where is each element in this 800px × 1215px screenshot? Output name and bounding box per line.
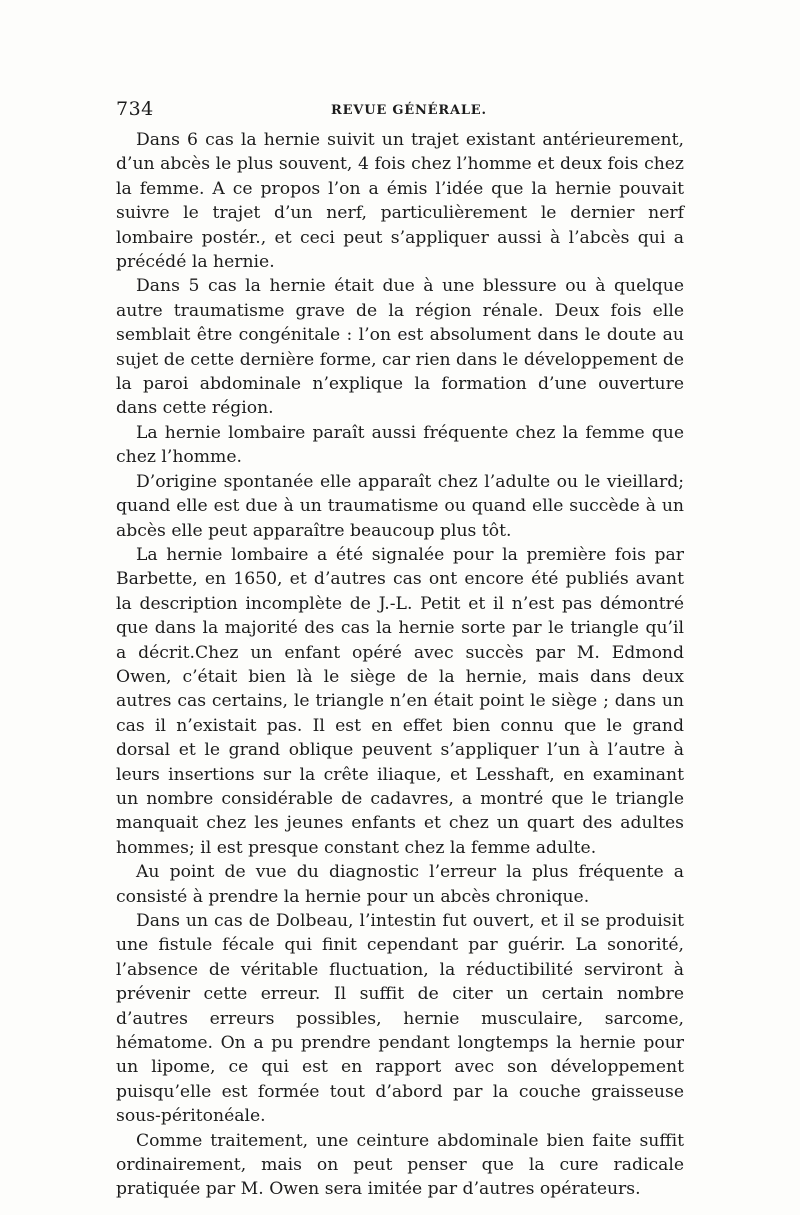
paragraph-frequence: La hernie lombaire paraît aussi fréquente chez la femme que chez l’homme. (116, 422, 684, 468)
page-number: 734 (116, 98, 154, 120)
page-header (116, 98, 684, 124)
running-title: REVUE GÉNÉRALE. (331, 103, 487, 118)
paragraph-traumatisme: Dans 5 cas la hernie était due à une blessure ou à quelque autre traumatisme grave de la région rénale. Deux fois elle semblait être congénitale : l’on est absolument dans le doute au sujet de cette dernière forme, car rien dans le développement de la paroi abdominale n’explique la formation d’une ouverture dans cette région. (116, 276, 684, 419)
body-text (116, 128, 684, 1202)
paragraph-dolbeau: Dans un cas de Dolbeau, l’intestin fut ouvert, et il se produisit une fistule fécale qui finit cependant par guérir. La sonorité, l’absence de véritable fluctuation, la réductibilité serviront à prévenir cette erreur. Il suffit de citer un certain nombre d’autres erreurs possibles, hernie musculaire, sarcome, hématome. On a pu prendre pendant longtemps la hernie pour un lipome, ce qui est en rapport avec son développement puisqu’elle est formée tout d’abord par la couche graisseuse sous-péritonéale. (116, 911, 684, 1127)
paragraph-origine: D’origine spontanée elle apparaît chez l’adulte ou le vieillard; quand elle est due à un traumatisme ou quand elle succède à un abcès elle peut apparaître beaucoup plus tôt. (116, 471, 684, 541)
paragraph-traitement: Comme traitement, une ceinture abdominale bien faite suffit ordinairement, mais on peut penser que la cure radicale pratiquée par M. Owen sera imitée par d’autres opérateurs. (116, 1130, 684, 1200)
paragraph-diagnostic: Au point de vue du diagnostic l’erreur la plus fréquente a consisté à prendre la hernie pour un abcès chronique. (116, 862, 684, 907)
paragraph-hernia-trajet: Dans 6 cas la hernie suivit un trajet existant antérieurement, d’un abcès le plus souvent, 4 fois chez l’homme et deux fois chez la femme. A ce propos l’on a émis l’idée que la hernie pouvait suivre le trajet d’un nerf, particulièrement le dernier nerf lombaire postér., et ceci peut s’appliquer aussi à l’abcès qui a précédé la hernie. (116, 130, 684, 273)
paragraph-historique: La hernie lombaire a été signalée pour la première fois par Barbette, en 1650, et d’autres cas ont encore été publiés avant la description incomplète de J.-L. Petit et il n’est pas démontré que dans la majorité des cas la hernie sorte par le triangle qu’il a décrit.Chez un enfant opéré avec succès par M. Edmond Owen, c’était bien là le siège de la hernie, mais dans deux autres cas certains, le triangle n’en était point le siège ; dans un cas il n’existait pas. Il est en effet bien connu que le grand dorsal et le grand oblique peuvent s’appliquer l’un à l’autre à leurs insertions sur la crête iliaque, et Lesshaft, en examinant un nombre considérable de cadavres, a montré que le triangle manquait chez les jeunes enfants et chez un quart des adultes hommes; il est presque constant chez la femme adulte. (116, 544, 684, 858)
